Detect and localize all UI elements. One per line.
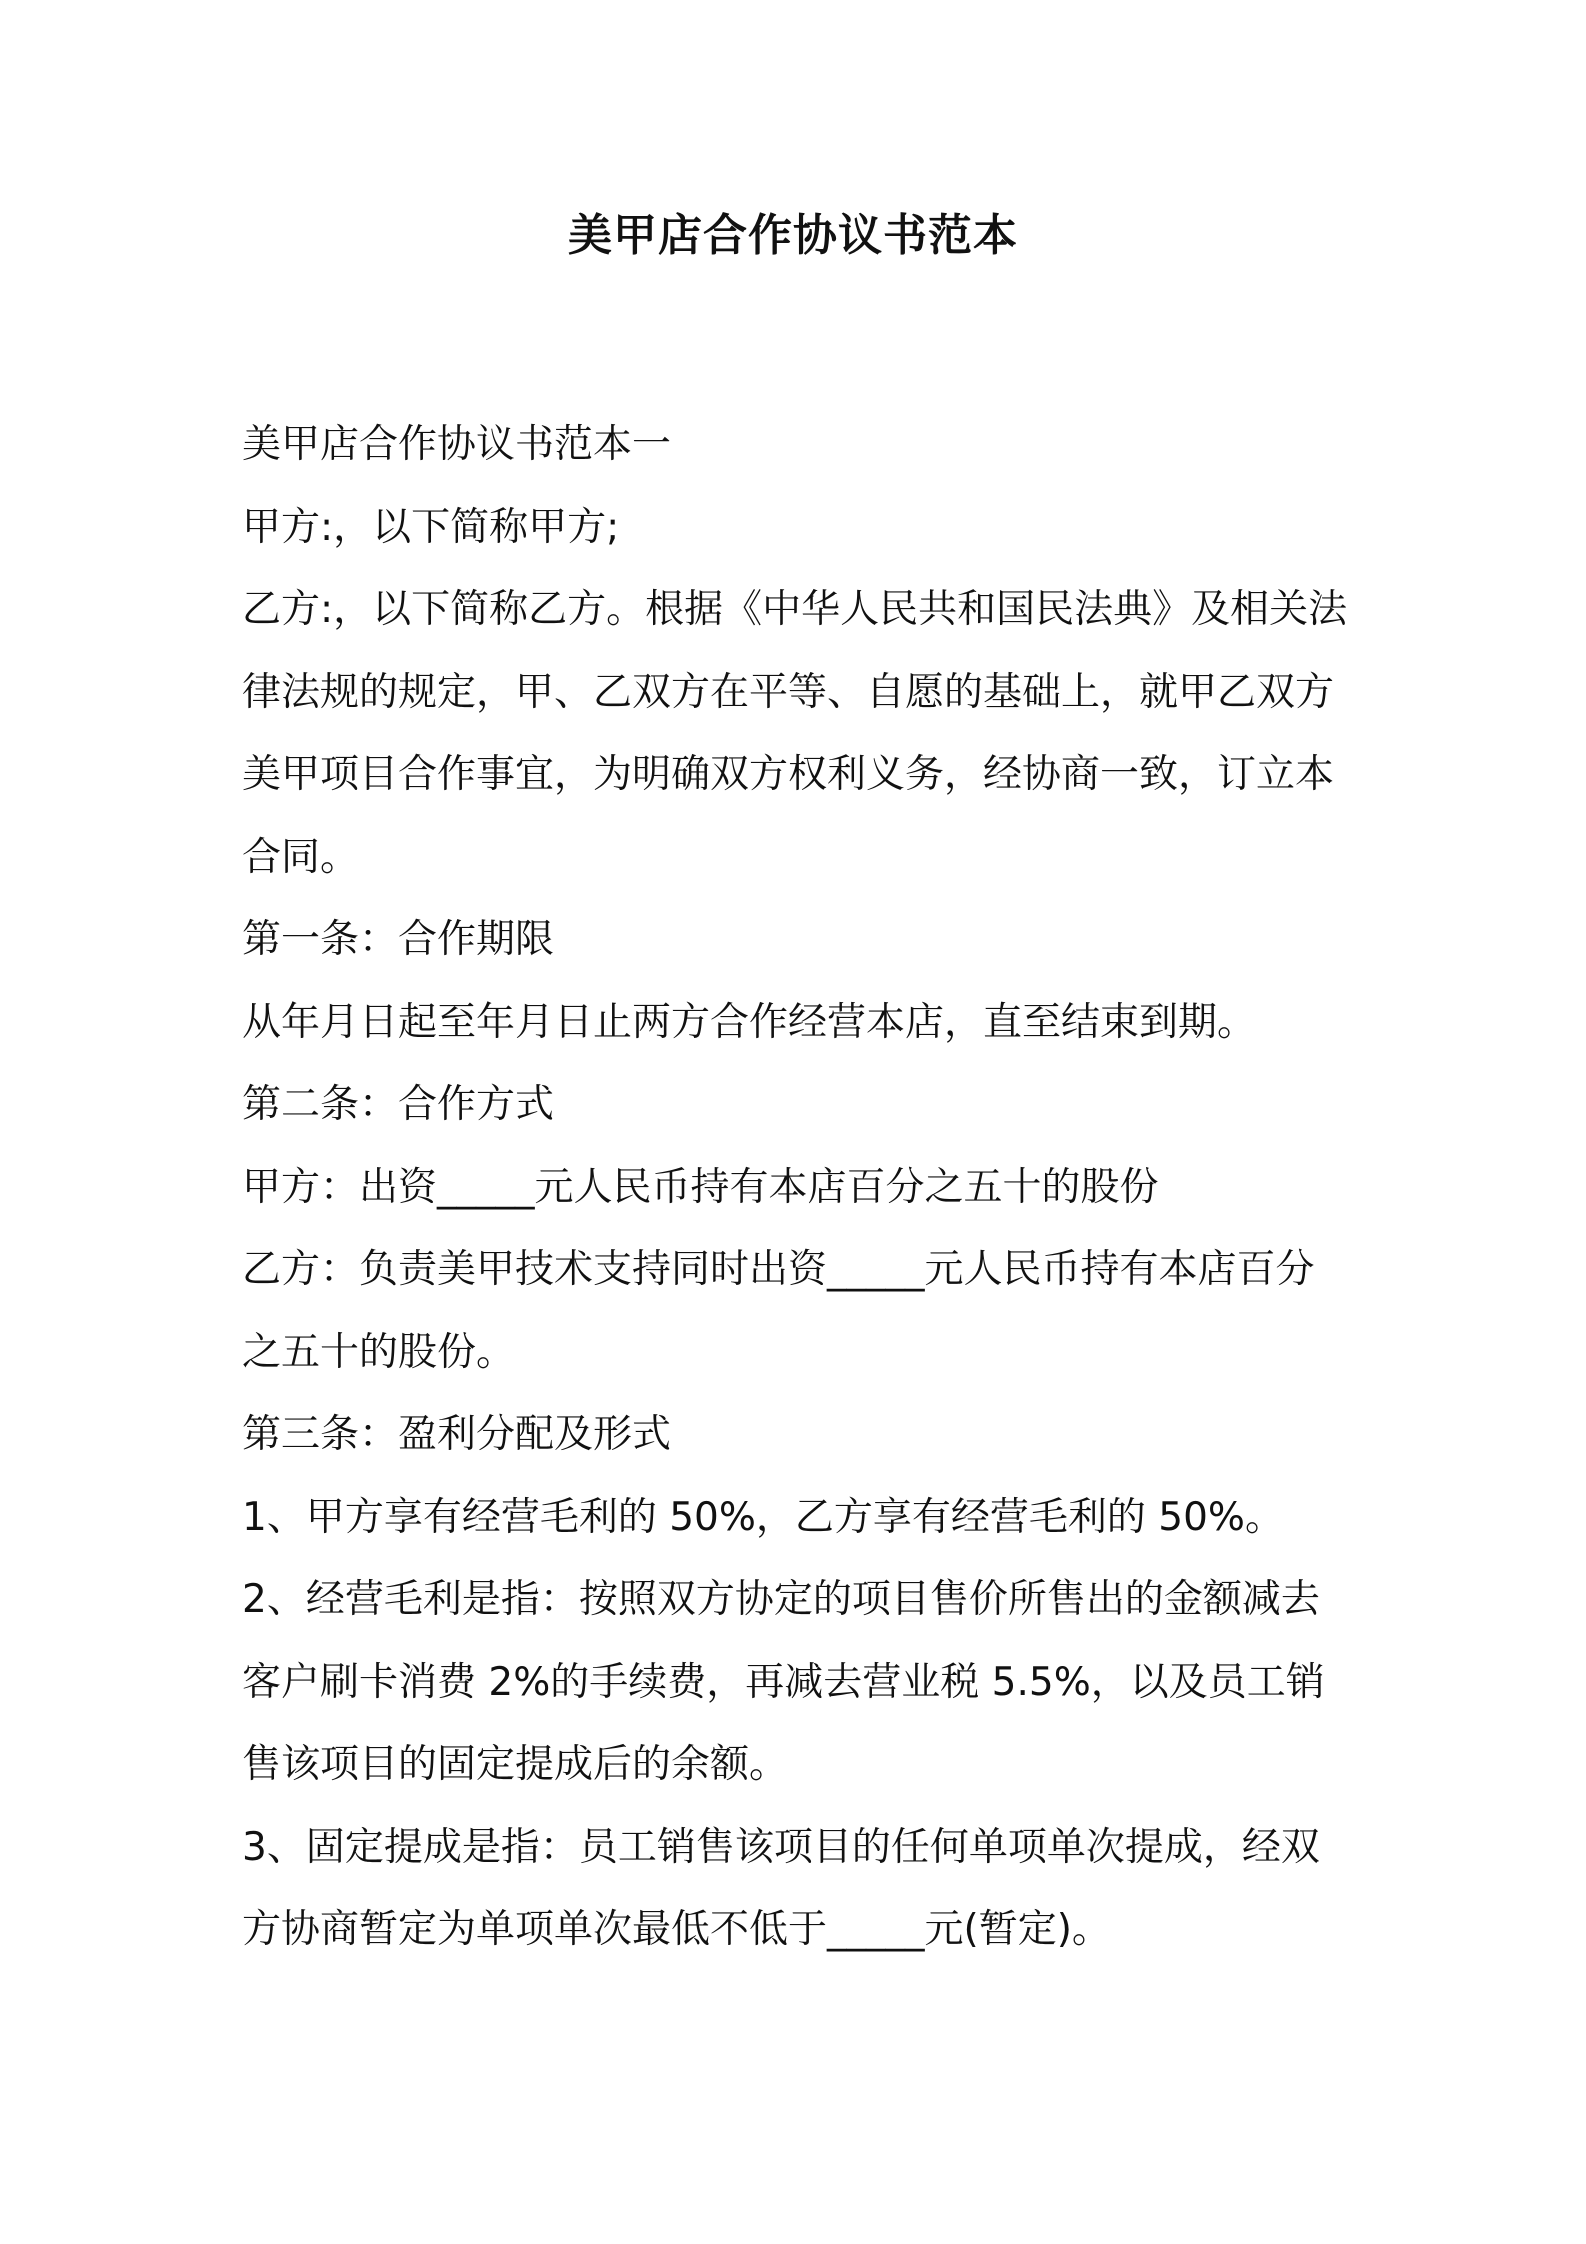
document-body [242, 404, 1352, 1972]
article-one-text: 从年月日起至年月日止两方合作经营本店，直至结束到期。 [242, 999, 1257, 1045]
party-a-line: 甲方:，以下简称甲方; [242, 504, 620, 550]
article-two-heading: 第二条：合作方式 [242, 1082, 555, 1127]
document-title: 美甲店合作协议书范本 [568, 210, 1018, 261]
section-heading-agreement-one: 美甲店合作协议书范本一 [242, 422, 672, 467]
article-three-heading: 第三条：盈利分配及形式 [242, 1412, 672, 1457]
article-one-heading: 第一条：合作期限 [242, 917, 555, 962]
party-b-preamble: 乙方:，以下简称乙方。根据《中华人民共和国民法典》及相关法律法规的规定，甲、乙双方在平等、自愿的基础上，就甲乙双方美甲项目合作事宜，为明确双方权利义务，经协商一致，订立本合同。 [242, 587, 1348, 880]
clause-1-profit-share: 1、甲方享有经营毛利的 50%，乙方享有经营毛利的 50%。 [242, 1494, 1284, 1540]
clause-2-gross-profit-definition: 2、经营毛利是指：按照双方协定的项目售价所售出的金额减去客户刷卡消费 2%的手续费，再减去营业税 5.5%，以及员工销售该项目的固定提成后的余额。 [242, 1577, 1325, 1787]
party-b-investment: 乙方：负责美甲技术支持同时出资_____元人民币持有本店百分之五十的股份。 [242, 1247, 1315, 1375]
party-a-investment: 甲方：出资_____元人民币持有本店百分之五十的股份 [242, 1164, 1159, 1210]
clause-3-commission-definition: 3、固定提成是指：员工销售该项目的任何单项单次提成，经双方协商暂定为单项单次最低不低于_____元(暂定)。 [242, 1824, 1320, 1952]
